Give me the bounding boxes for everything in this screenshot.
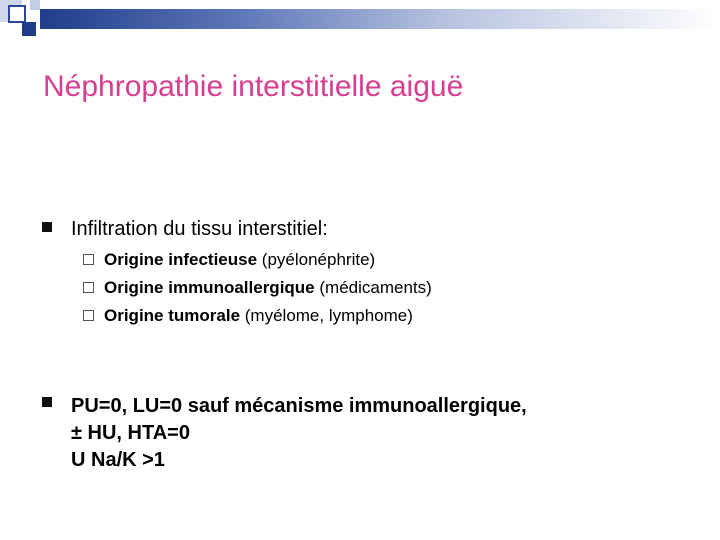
sub-bullet-rest: (myélome, lymphome) [244,306,413,325]
sub-bullet [83,250,375,270]
bullet-text-block [71,393,527,474]
sub-bullet-bold: Origine immunoallergique [104,278,315,297]
decorative-square [30,0,40,10]
checkbox-bullet-icon [83,254,94,265]
bullet-square-icon [42,222,52,232]
sub-bullet-bold: Origine tumorale [104,306,241,325]
checkbox-bullet-icon [83,310,94,321]
bullet-text: Infiltration du tissu interstitiel: [71,218,328,240]
bullet-line: U Na/K >1 [71,449,165,471]
sub-bullet [83,306,413,326]
sub-bullet-rest: (pyélonéphrite) [261,250,376,269]
gradient-bar [40,9,720,29]
bullet-line: PU=0, LU=0 sauf mécanisme immunoallergique, [71,395,527,417]
checkbox-bullet-icon [83,282,94,293]
bullet-line: ± HU, HTA=0 [71,422,190,444]
bullet-square-icon [42,397,52,407]
decorative-square [22,22,36,36]
sub-bullet [83,278,432,298]
sub-bullet-bold: Origine infectieuse [104,250,258,269]
slide-title: Néphropathie interstitielle aiguë [43,70,464,103]
decorative-header-bar [0,0,720,40]
sub-bullet-rest: (médicaments) [319,278,432,297]
decorative-square [8,5,26,23]
